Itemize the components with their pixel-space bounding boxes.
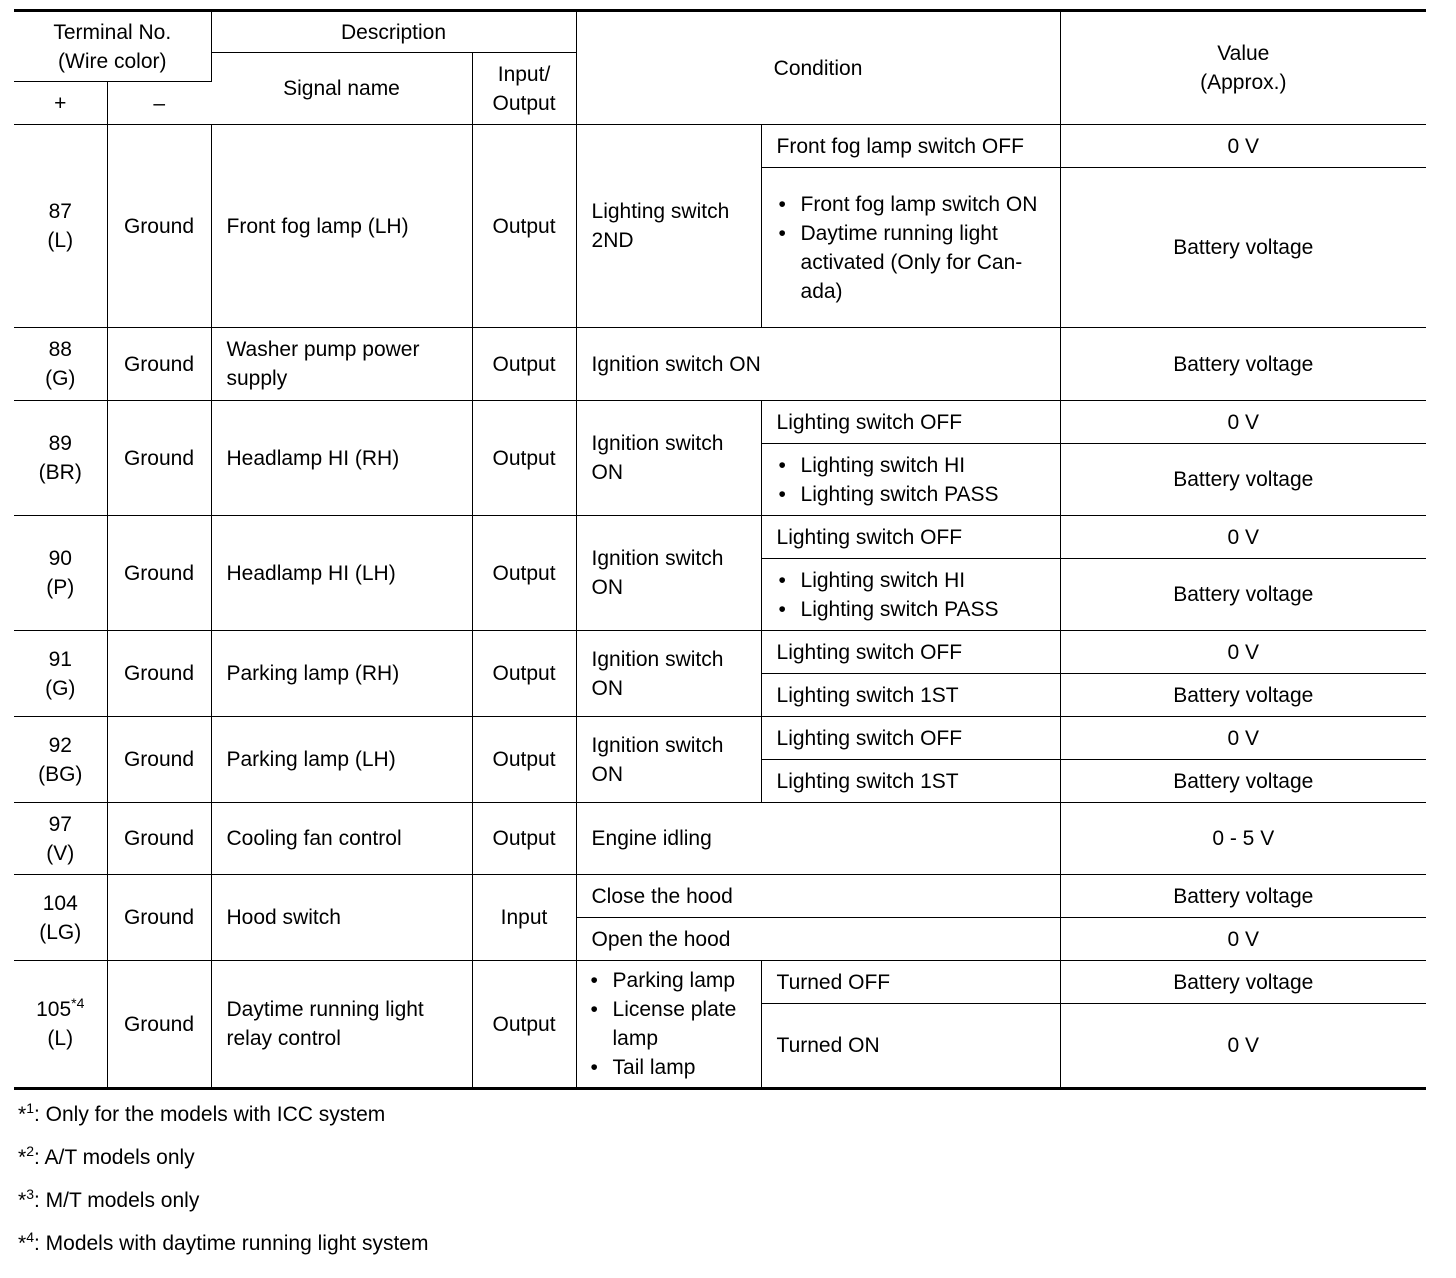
- minus-terminal: Ground: [107, 631, 211, 717]
- condition-bullet: • License plate lamp: [589, 995, 751, 1053]
- condition-bullet-list: [589, 966, 751, 1082]
- input-output: Output: [472, 803, 576, 875]
- wire-color: (G): [45, 367, 76, 390]
- header-minus: –: [107, 82, 211, 125]
- signal-name: Daytime running light relay control: [211, 961, 472, 1089]
- terminal-cell: [14, 961, 107, 1089]
- footnote-asterisk: *: [18, 1189, 27, 1212]
- condition-sub: Lighting switch OFF: [761, 631, 1060, 674]
- footnote-asterisk: *: [18, 1103, 27, 1126]
- header-description: Description: [211, 11, 576, 53]
- terminal-cell: [14, 875, 107, 961]
- wire-color: (BG): [38, 762, 83, 786]
- condition-bullet: • Lighting switch HI: [777, 451, 1050, 480]
- wire-color: (LG): [39, 920, 82, 944]
- condition-bullet: • Front fog lamp switch ON: [777, 190, 1050, 219]
- value-cell: Battery voltage: [1060, 760, 1426, 803]
- value-cell: Battery voltage: [1060, 559, 1426, 631]
- wire-color: (L): [47, 1027, 74, 1050]
- signal-name: Headlamp HI (RH): [211, 401, 472, 516]
- signal-name: Parking lamp (LH): [211, 717, 472, 803]
- value-cell: 0 V: [1060, 516, 1426, 559]
- signal-name: Headlamp HI (LH): [211, 516, 472, 631]
- terminal-number: 105: [36, 998, 72, 1021]
- condition-sub: Lighting switch 1ST: [761, 674, 1060, 717]
- header-approx-label: (Approx.): [1200, 71, 1287, 94]
- minus-terminal: Ground: [107, 803, 211, 875]
- footnote: [18, 1100, 428, 1143]
- input-output: Output: [472, 631, 576, 717]
- input-output: Output: [472, 516, 576, 631]
- condition-main: [576, 961, 761, 1089]
- header-terminal-no-label: Terminal No.: [53, 20, 172, 44]
- condition-bullet-list: [777, 451, 1050, 509]
- condition-main: Ignition switch ON: [576, 717, 761, 803]
- value-cell: Battery voltage: [1060, 444, 1426, 516]
- wire-color: (P): [46, 576, 75, 599]
- table-row: [14, 875, 1426, 918]
- value-cell: 0 V: [1060, 401, 1426, 444]
- table-row: [14, 516, 1426, 559]
- table-row: [14, 717, 1426, 760]
- condition-sub: Front fog lamp switch OFF: [761, 125, 1060, 168]
- condition-main: Ignition switch ON: [576, 516, 761, 631]
- input-output: Output: [472, 717, 576, 803]
- minus-terminal: Ground: [107, 961, 211, 1089]
- input-output: Output: [472, 125, 576, 328]
- terminal-cell: [14, 125, 107, 328]
- footnote-text: : M/T models only: [33, 1189, 200, 1212]
- header-terminal-no: [14, 11, 211, 82]
- condition-full: Open the hood: [576, 918, 1060, 961]
- condition-sub: Lighting switch OFF: [761, 516, 1060, 559]
- condition-full: Engine idling: [576, 803, 1060, 875]
- wire-color: (G): [45, 676, 76, 700]
- wire-color: (L): [47, 229, 74, 252]
- terminal-number: 104: [42, 891, 78, 915]
- header-value-label: Value: [1217, 42, 1270, 65]
- value-cell: Battery voltage: [1060, 328, 1426, 401]
- condition-bullet-list: [777, 190, 1050, 306]
- condition-bullet: • Lighting switch PASS: [777, 595, 1050, 624]
- footnote: [18, 1229, 428, 1272]
- value-cell: 0 V: [1060, 717, 1426, 760]
- minus-terminal: Ground: [107, 875, 211, 961]
- condition-bullet: • Parking lamp: [589, 966, 751, 995]
- signal-name: Front fog lamp (LH): [211, 125, 472, 328]
- header-plus: +: [14, 82, 107, 125]
- terminal-cell: [14, 717, 107, 803]
- header-value: [1060, 11, 1426, 125]
- footnote: [18, 1186, 428, 1229]
- table-row: [14, 803, 1426, 875]
- minus-terminal: Ground: [107, 328, 211, 401]
- terminal-cell: [14, 803, 107, 875]
- input-output: Output: [472, 401, 576, 516]
- terminal-cell: [14, 328, 107, 401]
- minus-terminal: Ground: [107, 516, 211, 631]
- condition-main: Ignition switch ON: [576, 401, 761, 516]
- signal-name: Parking lamp (RH): [211, 631, 472, 717]
- value-cell: 0 - 5 V: [1060, 803, 1426, 875]
- condition-sub: [761, 444, 1060, 516]
- header-signal-name: Signal name: [211, 53, 472, 125]
- header-wire-color-label: (Wire color): [58, 49, 167, 73]
- footnote-asterisk: *: [18, 1146, 27, 1169]
- footnote-asterisk: *: [18, 1232, 27, 1255]
- table-row: [14, 328, 1426, 401]
- terminal-number: 87: [48, 200, 72, 223]
- condition-full: Close the hood: [576, 875, 1060, 918]
- table-row: [14, 631, 1426, 674]
- terminal-cell: [14, 516, 107, 631]
- condition-bullet: • Lighting switch HI: [777, 566, 1050, 595]
- value-cell: 0 V: [1060, 918, 1426, 961]
- value-cell: 0 V: [1060, 125, 1426, 168]
- terminal-number: 91: [48, 647, 72, 671]
- table-row: [14, 125, 1426, 168]
- input-output: Output: [472, 961, 576, 1089]
- footnotes: [18, 1100, 428, 1272]
- terminal-cell: [14, 631, 107, 717]
- wire-color: (BR): [38, 461, 82, 484]
- signal-name: Washer pump power supply: [211, 328, 472, 401]
- terminal-spec-sheet: [14, 9, 1426, 1090]
- terminal-number: 97: [48, 812, 72, 836]
- value-cell: Battery voltage: [1060, 674, 1426, 717]
- header-io-line2: Output: [492, 91, 556, 115]
- footnote-number: 2: [26, 1143, 34, 1159]
- condition-bullet-list: [777, 566, 1050, 624]
- terminal-table: [14, 9, 1426, 1090]
- wire-color: (V): [46, 841, 75, 865]
- footnote-number: 1: [26, 1100, 34, 1116]
- condition-sub: Lighting switch 1ST: [761, 760, 1060, 803]
- footnote-text: : A/T models only: [33, 1146, 195, 1169]
- terminal-number: 90: [48, 547, 72, 570]
- condition-main: Lighting switch 2ND: [576, 125, 761, 328]
- condition-bullet: • Tail lamp: [589, 1053, 751, 1082]
- input-output: Input: [472, 875, 576, 961]
- table-row: [14, 961, 1426, 1004]
- condition-bullet: • Lighting switch PASS: [777, 480, 1050, 509]
- footnote-number: 3: [26, 1186, 34, 1202]
- minus-terminal: Ground: [107, 401, 211, 516]
- value-cell: 0 V: [1060, 631, 1426, 674]
- footnote-text: : Models with daytime running light system: [33, 1232, 429, 1255]
- condition-sub: [761, 559, 1060, 631]
- signal-name: Cooling fan control: [211, 803, 472, 875]
- terminal-cell: [14, 401, 107, 516]
- terminal-number: 92: [48, 733, 72, 757]
- terminal-number: 89: [48, 432, 72, 455]
- minus-terminal: Ground: [107, 125, 211, 328]
- minus-terminal: Ground: [107, 717, 211, 803]
- footnote: [18, 1143, 428, 1186]
- header-condition: Condition: [576, 11, 1060, 125]
- condition-sub: Turned ON: [761, 1004, 1060, 1089]
- value-cell: 0 V: [1060, 1004, 1426, 1089]
- condition-sub: [761, 168, 1060, 328]
- footnote-number: 4: [26, 1229, 34, 1245]
- signal-name: Hood switch: [211, 875, 472, 961]
- input-output: Output: [472, 328, 576, 401]
- condition-sub: Lighting switch OFF: [761, 401, 1060, 444]
- condition-bullet: • Daytime running light activated (Only for Can-ada): [777, 219, 1050, 306]
- terminal-number: 88: [48, 338, 72, 361]
- value-cell: Battery voltage: [1060, 961, 1426, 1004]
- condition-full: Ignition switch ON: [576, 328, 1060, 401]
- table-row: [14, 401, 1426, 444]
- header-input-output: [472, 53, 576, 125]
- condition-main: Ignition switch ON: [576, 631, 761, 717]
- header-io-line1: Input/: [497, 62, 551, 86]
- condition-sub: Turned OFF: [761, 961, 1060, 1004]
- condition-sub: Lighting switch OFF: [761, 717, 1060, 760]
- terminal-footnote-mark: *4: [71, 995, 85, 1011]
- value-cell: Battery voltage: [1060, 875, 1426, 918]
- value-cell: Battery voltage: [1060, 168, 1426, 328]
- footnote-text: : Only for the models with ICC system: [33, 1103, 386, 1126]
